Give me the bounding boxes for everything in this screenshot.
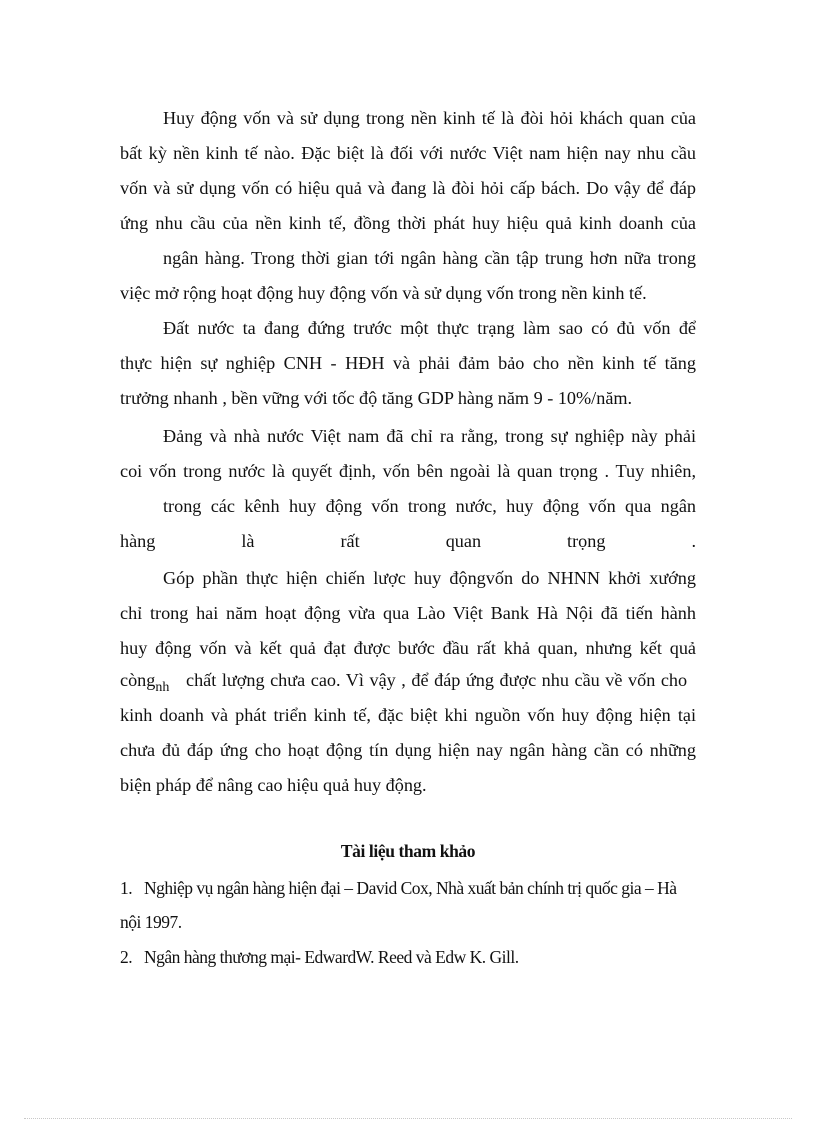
paragraph-3-line-3: trong các kênh huy động vốn trong nước, huy động vốn qua ngân	[163, 496, 696, 516]
paragraph-4-line-4	[120, 668, 696, 695]
footer-divider	[24, 1118, 792, 1119]
paragraph-1-line-5: ngân hàng. Trong thời gian tới ngân hàng cần tập trung hơn nữa trong	[163, 248, 696, 268]
paragraph-1-line-4: ứng nhu cầu của nền kinh tế, đồng thời phát huy hiệu quả kinh doanh của	[120, 213, 696, 233]
reference-text: Nghiệp vụ ngân hàng hiện đại – David Cox, Nhà xuất bản chính trị quốc gia – Hà	[144, 878, 677, 898]
paragraph-1-line-2: bất kỳ nền kinh tế nào. Đặc biệt là đối với nước Việt nam hiện nay nhu cầu	[120, 143, 696, 163]
paragraph-4-line-2: chỉ trong hai năm hoạt động vừa qua Lào Việt Bank Hà Nội đã tiến hành	[120, 603, 696, 623]
paragraph-3-line-1: Đảng và nhà nước Việt nam đã chỉ ra rằng, trong sự nghiệp này phải	[163, 426, 696, 446]
paragraph-1-line-3: vốn và sử dụng vốn có hiệu quả và đang là đòi hỏi cấp bách. Do vậy để đáp	[120, 178, 696, 198]
paragraph-2-line-3: trưởng nhanh , bền vững với tốc độ tăng GDP hàng năm 9 - 10%/năm.	[120, 388, 633, 408]
paragraph-1-line-6: việc mở rộng hoạt động huy động vốn và sử dụng vốn trong nền kinh tế.	[120, 283, 647, 303]
reference-item-1	[120, 876, 696, 900]
paragraph-4-line-1: Góp phần thực hiện chiến lược huy độngvốn do NHNN khởi xướng	[163, 568, 696, 588]
references-title: Tài liệu tham khảo	[340, 841, 476, 861]
paragraph-2-line-2: thực hiện sự nghiệp CNH - HĐH và phải đảm bảo cho nền kinh tế tăng	[120, 353, 696, 373]
paragraph-4-line-7: biện pháp để nâng cao hiệu quả huy động.	[120, 775, 427, 795]
paragraph-4-line-4-rest: chất lượng chưa cao. Vì vậy , để đáp ứng được nhu cầu về vốn cho	[186, 670, 688, 690]
paragraph-4-line-6: chưa đủ đáp ứng cho hoạt động tín dụng hiện nay ngân hàng cần có những	[120, 740, 696, 760]
paragraph-3-line-4: hàng là rất quan trọng .	[120, 531, 696, 551]
reference-number: 1.	[120, 878, 133, 898]
paragraph-4-line-5: kinh doanh và phát triển kinh tế, đặc biệt khi nguồn vốn huy động hiện tại	[120, 705, 696, 725]
reference-item-1-continuation: nội 1997.	[120, 912, 182, 932]
reference-number: 2.	[120, 947, 133, 967]
paragraph-4-line-3: huy động vốn và kết quả đạt được bước đầu rất khả quan, nhưng kết quả	[120, 638, 696, 658]
paragraph-2-line-1: Đất nước ta đang đứng trước một thực trạng làm sao có đủ vốn để	[163, 318, 696, 338]
paragraph-3-line-2: coi vốn trong nước là quyết định, vốn bên ngoài là quan trọng . Tuy nhiên,	[120, 461, 696, 481]
paragraph-4-word-cong: còng	[120, 670, 156, 690]
reference-text: Ngân hàng thương mại- EdwardW. Reed và Edw K. Gill.	[144, 947, 519, 967]
paragraph-1-line-1: Huy động vốn và sử dụng trong nền kinh tế là đòi hỏi khách quan của	[163, 108, 696, 128]
paragraph-4-subscript-nh: nh	[155, 680, 170, 695]
reference-item-2	[120, 945, 696, 969]
